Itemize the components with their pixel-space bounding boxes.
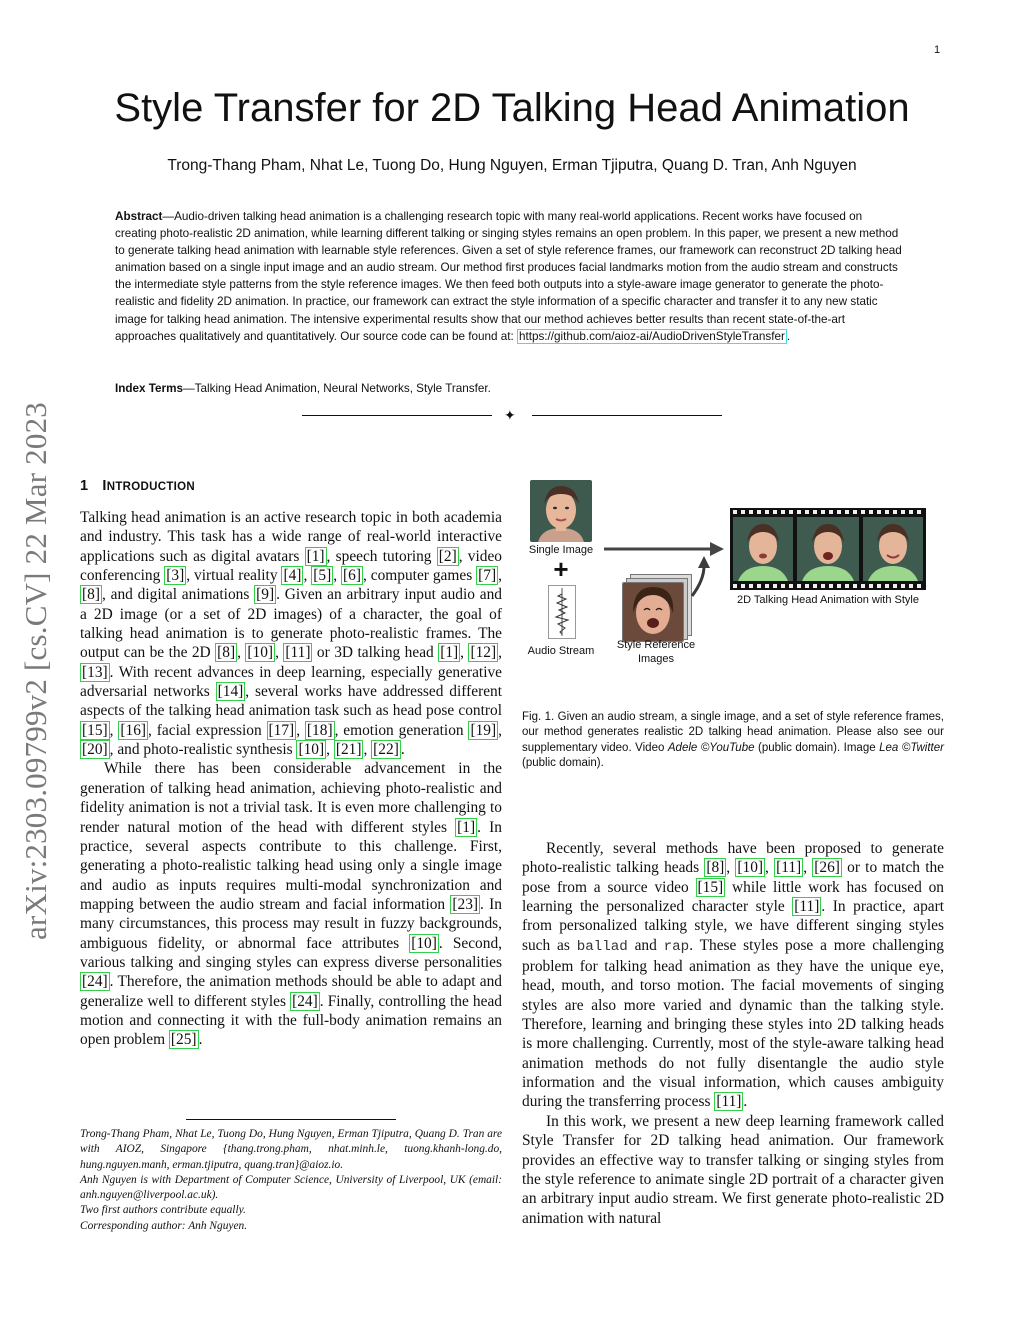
citation-link[interactable]: [1] <box>457 818 476 836</box>
text-run: , <box>363 741 372 759</box>
citation-link[interactable]: [23] <box>452 895 479 913</box>
citation-link[interactable]: [2] <box>438 547 457 565</box>
text-run: , <box>803 859 813 877</box>
citation-link[interactable]: [24] <box>82 973 108 991</box>
abstract-text: —Audio-driven talking head animation is a challenging research topic with many real-world applications. Recent works have focused on creating photo-realistic 2D animation, while learning different talking or singing styles remains an open problem. In this paper, we present a new method to generate talking head animation with learnable style references. Given a set of style reference frames, our framework can reconstruct 2D talking head animation based on a single input image and an audio stream. Our method first produces facial landmarks motion from the audio stream and constructs the intermediate style patterns from the style reference images. We then feed both outputs into a style-aware image generator to generate the photo-realistic and fidelity 2D animation. In practice, our framework can extract the style information of a specific character and transfer it to any new static image for talking head animation. The intensive experimental results show that our method achieves better results than recent state-of-the-art approaches qualitatively and quantitatively. Our source code can be found at: <box>115 210 902 343</box>
text-run: , <box>109 721 119 739</box>
citation-link[interactable]: [4] <box>283 567 302 585</box>
citation-link[interactable]: [25] <box>170 1031 197 1049</box>
footnote: Corresponding author: Anh Nguyen. <box>80 1219 248 1232</box>
citation-link[interactable]: [13] <box>82 663 108 681</box>
style-keyword: rap <box>663 938 690 955</box>
citation-link[interactable]: [20] <box>82 741 108 759</box>
caption-image-credit: Lea ©Twitter <box>879 741 944 754</box>
citation-link[interactable]: [5] <box>313 567 332 585</box>
citation-link[interactable]: [8] <box>706 859 725 877</box>
citation-link[interactable]: [8] <box>217 644 236 662</box>
text-run: , <box>498 644 502 662</box>
section-divider <box>302 409 722 423</box>
text-run: , facial expression <box>148 721 267 739</box>
figure-caption <box>522 710 944 771</box>
text-run: . Finally, controlling the head motion and connecting it with the full-body animation remains an open problem <box>80 992 502 1049</box>
filmstrip-frames <box>730 508 926 590</box>
citation-link[interactable]: [19] <box>470 721 497 739</box>
index-terms-text: —Talking Head Animation, Neural Networks, Style Transfer. <box>182 382 491 395</box>
column-left <box>80 508 502 1050</box>
index-terms <box>115 382 491 395</box>
footnote: Two first authors contribute equally. <box>80 1204 246 1217</box>
text-run: , <box>333 567 342 585</box>
citation-link[interactable]: [10] <box>737 859 764 877</box>
caption-video-credit: Adele ©YouTube <box>667 741 755 754</box>
author-list: Trong-Thang Pham, Nhat Le, Tuong Do, Hung Nguyen, Erman Tjiputra, Quang D. Tran, Anh Nguyen <box>167 157 857 174</box>
text-run: . <box>400 741 405 759</box>
text-run: , and photo-realistic synthesis <box>109 741 297 759</box>
text-run: . <box>743 1093 748 1111</box>
text-run: , virtual reality <box>186 567 282 585</box>
section-first-letter: I <box>102 478 107 494</box>
text-run: , video conferencing <box>80 547 502 585</box>
citation-link[interactable]: [21] <box>335 741 362 759</box>
text-run: While there has been considerable advancement in the generation of talking head animation, achieving photo-realistic and fidelity animation is not a trivial task. It is even more challenging to render natural motion of the head with different styles <box>80 760 502 836</box>
caption-text: (public domain). Image <box>754 741 880 754</box>
citation-link[interactable]: [14] <box>217 683 244 701</box>
page-number: 1 <box>934 44 941 56</box>
text-run: , <box>726 859 736 877</box>
arxiv-stamp: arXiv:2303.09799v2 [cs.CV] 22 Mar 2023 <box>18 402 53 940</box>
citation-link[interactable]: [16] <box>120 721 147 739</box>
caption-text: Fig. 1. Given an audio stream, a single image, and a set of style reference frames, our method generates realistic 2D talking head animation. Please also see our supplementary video. Video <box>522 711 944 754</box>
text-run: . <box>198 1031 203 1049</box>
citation-link[interactable]: [15] <box>697 878 724 896</box>
section-title-rest: NTRODUCTION <box>106 481 195 493</box>
text-run: Recently, several methods have been proposed to generate photo-realistic talking heads <box>522 840 944 877</box>
citation-link[interactable]: [10] <box>247 644 274 662</box>
citation-link[interactable]: [12] <box>470 644 497 662</box>
text-run: or 3D talking head <box>312 644 439 662</box>
footnote: Anh Nguyen is with Department of Computer Science, University of Liverpool, UK (email: anh.nguyen@liverpool.ac.uk). <box>80 1173 502 1202</box>
footnotes <box>80 1127 502 1234</box>
output-filmstrip <box>730 508 926 590</box>
text-run: . In practice, several aspects contribute to this challenge. First, generating a photo-realistic talking head using only a single image and audio as inputs requires multi-modal synchronization and mapping between the audio stream and facial information <box>80 818 502 913</box>
abstract-end: . <box>786 329 791 343</box>
paper-title: Style Transfer for 2D Talking Head Animation <box>114 86 910 130</box>
section-heading <box>80 478 195 494</box>
footnote: Trong-Thang Pham, Nhat Le, Tuong Do, Hung Nguyen, Erman Tjiputra, Quang D. Tran are with AIOZ, Singapore {thang.trong.pham, nhat.minh.le, tuong.khanh-long.do, hung.nguyen.manh, erman.tjiputra, quang.tran}@aioz.io. <box>80 1128 502 1171</box>
text-run: , <box>498 567 502 585</box>
caption-text: (public domain). <box>522 756 604 769</box>
citation-link[interactable]: [11] <box>794 898 820 916</box>
citation-link[interactable]: [9] <box>256 586 275 604</box>
citation-link[interactable]: [17] <box>268 721 295 739</box>
audio-stream-label: Audio Stream <box>527 645 595 657</box>
text-run: or to match the pose from a source video <box>522 859 944 896</box>
citation-link[interactable]: [18] <box>306 721 333 739</box>
citation-link[interactable]: [1] <box>306 547 325 565</box>
citation-link[interactable]: [7] <box>478 567 497 585</box>
footnote-rule <box>186 1119 396 1120</box>
citation-link[interactable]: [11] <box>716 1093 742 1111</box>
text-run: , <box>275 644 284 662</box>
text-run: . Given an arbitrary input audio and a 2D image (or a set of 2D images) of a character, the goal of talking head animation is to generate photo-realistic frames. The output can be the 2D <box>80 586 502 662</box>
text-run: , speech tutoring <box>326 547 437 565</box>
paragraph <box>522 839 944 1112</box>
citation-link[interactable]: [3] <box>166 567 185 585</box>
citation-link[interactable]: [26] <box>814 859 840 877</box>
citation-link[interactable]: [11] <box>285 644 311 662</box>
single-image-label: Single Image <box>528 544 594 556</box>
citation-link[interactable]: [10] <box>298 741 325 759</box>
citation-link[interactable]: [11] <box>776 859 802 877</box>
text-run: , <box>765 859 775 877</box>
divider-diamond-icon: ✦ <box>504 407 516 423</box>
text-run: , emotion generation <box>334 721 469 739</box>
text-run: . With recent advances in deep learning, especially generative adversarial networks <box>80 663 502 701</box>
text-run: Talking head animation is an active research topic in both academia and industry. This task has a wide range of real-world interactive applications such as digital avatars <box>80 509 502 565</box>
citation-link[interactable]: [24] <box>292 992 318 1010</box>
figure-1 <box>522 478 952 683</box>
citation-link[interactable]: [15] <box>82 721 108 739</box>
text-run: while little work has focused on learning the personalized character style <box>522 878 945 916</box>
abstract-label: Abstract <box>115 210 163 223</box>
plus-icon: + <box>553 554 569 584</box>
text-run: , and digital animations <box>101 586 255 604</box>
citation-link[interactable]: [10] <box>411 934 437 952</box>
text-run: , <box>237 644 246 662</box>
column-right <box>522 839 944 1228</box>
text-run: . These styles pose a more challenging problem for talking head animation as they have the unique eye, head, mouth, and torso motion. The facial movements of singing styles are also more varied and dynamic than the talking style. Therefore, learning and bringing these styles into 2D talking heads is more challenging. Currently, most of the style-aware talking head animation methods do not fully disentangle the audio style information and the visual information, which causes ambiguity during the transferring process <box>522 936 944 1111</box>
text-run: , <box>460 644 469 662</box>
style-reference-label: Style Reference Images <box>616 639 696 665</box>
text-run: , several works have addressed different aspects of the talking head animation task such as head pose control <box>80 683 502 720</box>
citation-link[interactable]: [22] <box>373 741 399 759</box>
text-run: , computer games <box>362 567 477 585</box>
citation-link[interactable]: [1] <box>440 644 459 662</box>
section-number: 1 <box>80 478 89 494</box>
index-terms-label: Index Terms <box>115 382 183 395</box>
text-run: . In practice, apart from personalized talking style, we have different singing styles such as <box>522 898 945 954</box>
source-code-link[interactable]: https://github.com/aioz-ai/AudioDrivenStyleTransfer <box>518 329 785 343</box>
text-run: . Second, various talking and singing styles can express diverse personalities <box>80 934 502 971</box>
paragraph <box>80 508 502 759</box>
citation-link[interactable]: [6] <box>343 567 361 585</box>
text-run: , <box>498 721 502 739</box>
text-run: , <box>326 741 334 759</box>
text-run: , <box>303 567 312 585</box>
text-run: . Therefore, the animation methods should be able to adapt and generalize well to different styles <box>80 973 502 1010</box>
paragraph: In this work, we present a new deep learning framework called Style Transfer for 2D talking head animation. Our framework provides an effective way to transfer talking or singing styles from the style reference to animate single 2D portrait of a character given an arbitrary input audio stream. We first generate photo-realistic 2D animation with natural <box>522 1112 944 1227</box>
paragraph <box>80 759 502 1049</box>
text-run: and <box>627 936 664 954</box>
citation-link[interactable]: [8] <box>82 586 100 604</box>
output-label: 2D Talking Head Animation with Style <box>736 594 919 606</box>
text-run: , <box>296 721 305 739</box>
style-keyword: ballad <box>576 938 628 955</box>
text-run: . In many circumstances, this process may result in fuzzy backgrounds, ambiguous fidelity, or abnormal face attributes <box>80 895 502 952</box>
abstract <box>115 208 905 345</box>
